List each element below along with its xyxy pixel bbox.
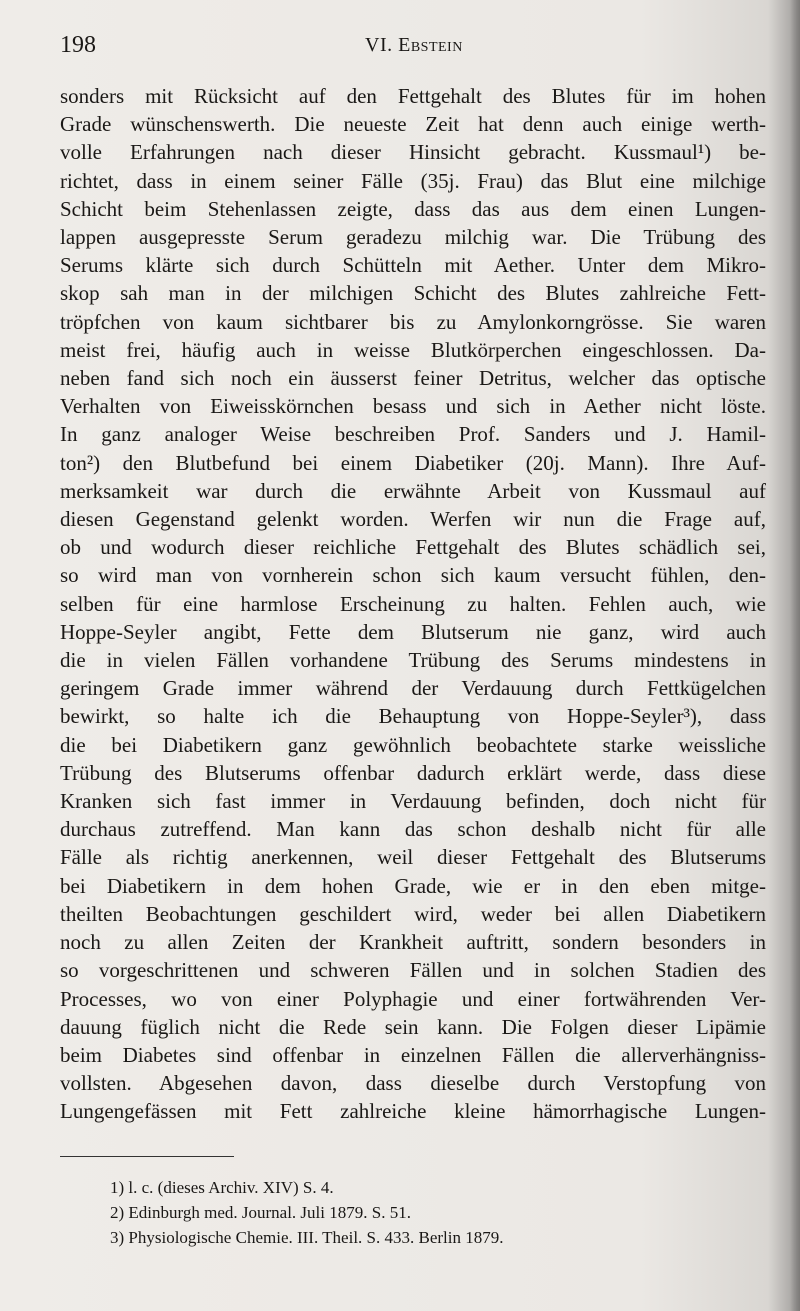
running-head [365, 34, 463, 57]
text-line: so wird man von vornherein schon sich kaum versucht fühlen, den- [60, 563, 766, 588]
text-line: Grade wünschenswerth. Die neueste Zeit hat denn auch einige werth- [60, 112, 766, 137]
text-line: vollsten. Abgesehen davon, dass dieselbe durch Verstopfung von [60, 1071, 766, 1096]
text-line: geringem Grade immer während der Verdauung durch Fettkügelchen [60, 676, 766, 701]
running-head-prefix: VI. [365, 34, 393, 56]
text-line: tröpfchen von kaum sichtbarer bis zu Amylonkorngrösse. Sie waren [60, 309, 766, 334]
footnote: 2) Edinburgh med. Journal. Juli 1879. S. 51. [110, 1203, 411, 1222]
text-line: dauung füglich nicht die Rede sein kann. Die Folgen dieser Lipämie [60, 1014, 766, 1039]
footnote: 1) l. c. (dieses Archiv. XIV) S. 4. [110, 1178, 334, 1197]
text-line: Hoppe-Seyler angibt, Fette dem Blutserum nie ganz, wird auch [60, 619, 766, 644]
text-line: Verhalten von Eiweisskörnchen besass und sich in Aether nicht löste. [60, 394, 766, 419]
page-number: 198 [60, 32, 96, 58]
text-line: Lungengefässen mit Fett zahlreiche kleine hämorrhagische Lungen- [60, 1099, 766, 1124]
text-line: Serums klärte sich durch Schütteln mit Aether. Unter dem Mikro- [60, 253, 766, 278]
text-line: Processes, wo von einer Polyphagie und einer fortwährenden Ver- [60, 986, 766, 1011]
text-line: merksamkeit war durch die erwähnte Arbeit von Kussmaul auf [60, 478, 766, 503]
text-line: Kranken sich fast immer in Verdauung befinden, doch nicht für [60, 789, 766, 814]
footnote: 3) Physiologische Chemie. III. Theil. S. 433. Berlin 1879. [110, 1228, 504, 1247]
text-line: volle Erfahrungen nach dieser Hinsicht gebracht. Kussmaul¹) be- [60, 140, 766, 165]
running-head-author: Ebstein [398, 34, 463, 56]
footnote-rule [60, 1156, 234, 1157]
text-line: neben fand sich noch ein äusserst feiner Detritus, welcher das optische [60, 366, 766, 391]
footnotes [110, 1175, 710, 1250]
text-line: Schicht beim Stehenlassen zeigte, dass das aus dem einen Lungen- [60, 196, 766, 221]
text-line: beim Diabetes sind offenbar in einzelnen Fällen die allerverhängniss- [60, 1042, 766, 1067]
text-line: diesen Gegenstand gelenkt worden. Werfen wir nun die Frage auf, [60, 507, 766, 532]
text-line: sonders mit Rücksicht auf den Fettgehalt des Blutes für im hohen [60, 84, 766, 108]
text-line: so vorgeschrittenen und schweren Fällen und in solchen Stadien des [60, 958, 766, 983]
text-line: ob und wodurch dieser reichliche Fettgehalt des Blutes schädlich sei, [60, 535, 766, 560]
text-line: bewirkt, so halte ich die Behauptung von Hoppe-Seyler³), dass [60, 704, 766, 729]
page-header [60, 32, 760, 62]
page-edge-shadow [790, 0, 800, 1311]
text-line: die in vielen Fällen vorhandene Trübung des Serums mindestens in [60, 648, 766, 673]
text-line: die bei Diabetikern ganz gewöhnlich beobachtete starke weissliche [60, 732, 766, 757]
text-line: noch zu allen Zeiten der Krankheit auftritt, sondern besonders in [60, 930, 766, 955]
text-line: bei Diabetikern in dem hohen Grade, wie er in den eben mitge- [60, 873, 766, 898]
text-line: selben für eine harmlose Erscheinung zu halten. Fehlen auch, wie [60, 591, 766, 616]
text-line: In ganz analoger Weise beschreiben Prof. Sanders und J. Hamil- [60, 422, 766, 447]
text-line: richtet, dass in einem seiner Fälle (35j. Frau) das Blut eine milchige [60, 168, 766, 193]
text-line: ton²) den Blutbefund bei einem Diabetiker (20j. Mann). Ihre Auf- [60, 450, 766, 475]
text-line: skop sah man in der milchigen Schicht des Blutes zahlreiche Fett- [60, 281, 766, 306]
text-line: meist frei, häufig auch in weisse Blutkörperchen eingeschlossen. Da- [60, 337, 766, 362]
text-line: theilten Beobachtungen geschildert wird, weder bei allen Diabetikern [60, 901, 766, 926]
text-line: Trübung des Blutserums offenbar dadurch erklärt werde, dass diese [60, 760, 766, 785]
text-line: lappen ausgepresste Serum geradezu milchig war. Die Trübung des [60, 225, 766, 250]
body-text [60, 82, 766, 1126]
text-line: Fälle als richtig anerkennen, weil dieser Fettgehalt des Blutserums [60, 845, 766, 870]
text-line: durchaus zutreffend. Man kann das schon deshalb nicht für alle [60, 817, 766, 842]
